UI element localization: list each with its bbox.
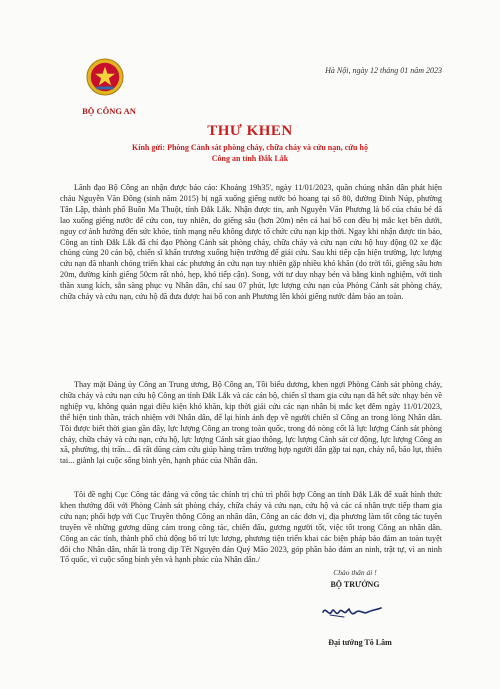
body-paragraph-3: Tôi đề nghị Cục Công tác đảng và công tác chính trị chủ trì phối hợp Công an tỉnh Đắk Lắk để xuất hình thức khen thưởng đối với Phòng Cảnh sát phòng cháy, chữa cháy và cứu nạn, cứu hộ và các cá nhân trực tiếp tham gia cứu nạn; phối hợp với Cục Truyền thông Công an nhân dân, Công an các đơn vị, địa phương làm tốt công tác tuyên truyền về những gương dũng cảm trong công tác, chiến đấu, gương người tốt, việc tốt trong Công an nhân dân. Công an các tỉnh, thành phố chủ động bố trí lực lượng, phương tiện triển khai các biện pháp bảo đảm an toàn tuyệt đối cho Nhân dân, nhất là trong dịp Tết Nguyên đán Quý Mão 2023, góp phần bảo đảm an ninh, trật tự, vì an ninh Tổ quốc, vì cuộc sống bình yên và hạnh phúc của Nhân dân./ [60,490,442,565]
police-emblem-icon [86,58,124,96]
letter-date: Hà Nội, ngày 12 tháng 01 năm 2023 [325,66,442,75]
body-paragraph-2: Thay mặt Đảng ủy Công an Trung ương, Bộ Công an, Tôi biểu dương, khen ngợi Phòng Cảnh sát phòng cháy, chữa cháy và cứu nạn cứu hộ Công an tỉnh Đắk Lắk và các cán bộ, chiến sĩ tham gia cứu nạn đã hết sức nhạy bén về nghiệp vụ, không quản ngại điều kiện khó khăn, kịp thời giải cứu các nạn nhân bị mắc kẹt đêm ngày 11/01/2023, thể hiện tinh thần, trách nhiệm với Nhân dân, để lại hình ảnh đẹp về người chiến sĩ Công an trong lòng Nhân dân. Tôi được biết thời gian gần đây, lực lượng Công an trong toàn quốc, trong đó nòng cốt là lực lượng Cảnh sát phòng cháy, chữa cháy và cứu nạn, cứu hộ, lực lượng Cảnh sát giao thông, lực lượng Cảnh sát cơ động, lực lượng Công an xã, phường, thị trấn... đã rất dũng cảm cứu giúp hàng trăm trường hợp người dân gặp tai nạn, cháy nổ, bão lụt, thiên tai... giành lại cuộc sống bình yên, hạnh phúc của Nhân dân. [60,380,442,466]
letter-title: THƯ KHEN [207,123,293,139]
signer-name: Đại tướng Tô Lâm [328,638,392,647]
recipient-line-1: Kính gửi: Phòng Cảnh sát phòng cháy, chữa cháy và cứu nạn, cứu hộ [132,143,368,152]
ministry-name: BỘ CÔNG AN [82,106,136,116]
signature-icon [320,598,384,624]
body-paragraph-1: Lãnh đạo Bộ Công an nhận được báo cáo: Khoảng 19h35', ngày 11/01/2023, quần chúng nhân dân phát hiện cháu Nguyễn Văn Đông (sinh năm 2015) bị ngã xuống giếng nước bỏ hoang tại số 80, đường Đinh Núp, phường Tân Lập, thành phố Buôn Ma Thuột, tỉnh Đắk Lắk. Nhận được tin, anh Nguyễn Văn Phương là bố của cháu bé đã lao xuống giếng nước để cứu con, tuy nhiên, do giếng sâu (hơn 20m) nên cả hai bố con đều bị mắc kẹt bên dưới, nguy cơ ảnh hưởng đến sức khỏe, tính mạng nếu không được tổ chức cứu nạn kịp thời. Ngay khi nhận được tin báo, Công an tỉnh Đắk Lắk đã chỉ đạo Phòng Cảnh sát phòng cháy, chữa cháy và cứu nạn cứu hộ huy động 02 xe đặc chủng cùng 20 cán bộ, chiến sĩ khẩn trương xuống hiện trường để giải cứu. Sau khi tiếp cận hiện trường, lực lượng cứu nạn đã nhanh chóng triển khai các phương án cứu nạn tuy nhiên gặp nhiều khó khăn (do trời tối, giếng sâu hơn 20m, đường kính giếng 50cm rất nhỏ, hẹp, khó tiếp cận). Song, với tư duy nhạy bén và bằng kinh nghiệm, với tinh thần xung kích, sẵn sàng phục vụ Nhân dân, chỉ sau 07 phút, lực lượng cứu nạn của Phòng Cảnh sát phòng cháy, chữa cháy và cứu nạn, cứu hộ đã đưa được hai bố con anh Phương lên khỏi giếng nước đảm bảo an toàn. [60,183,442,302]
recipient-line-2: Công an tỉnh Đắk Lắk [211,154,289,163]
signer-position: BỘ TRƯỞNG [330,580,380,589]
closing-regards: Chào thân ái ! [333,568,377,577]
